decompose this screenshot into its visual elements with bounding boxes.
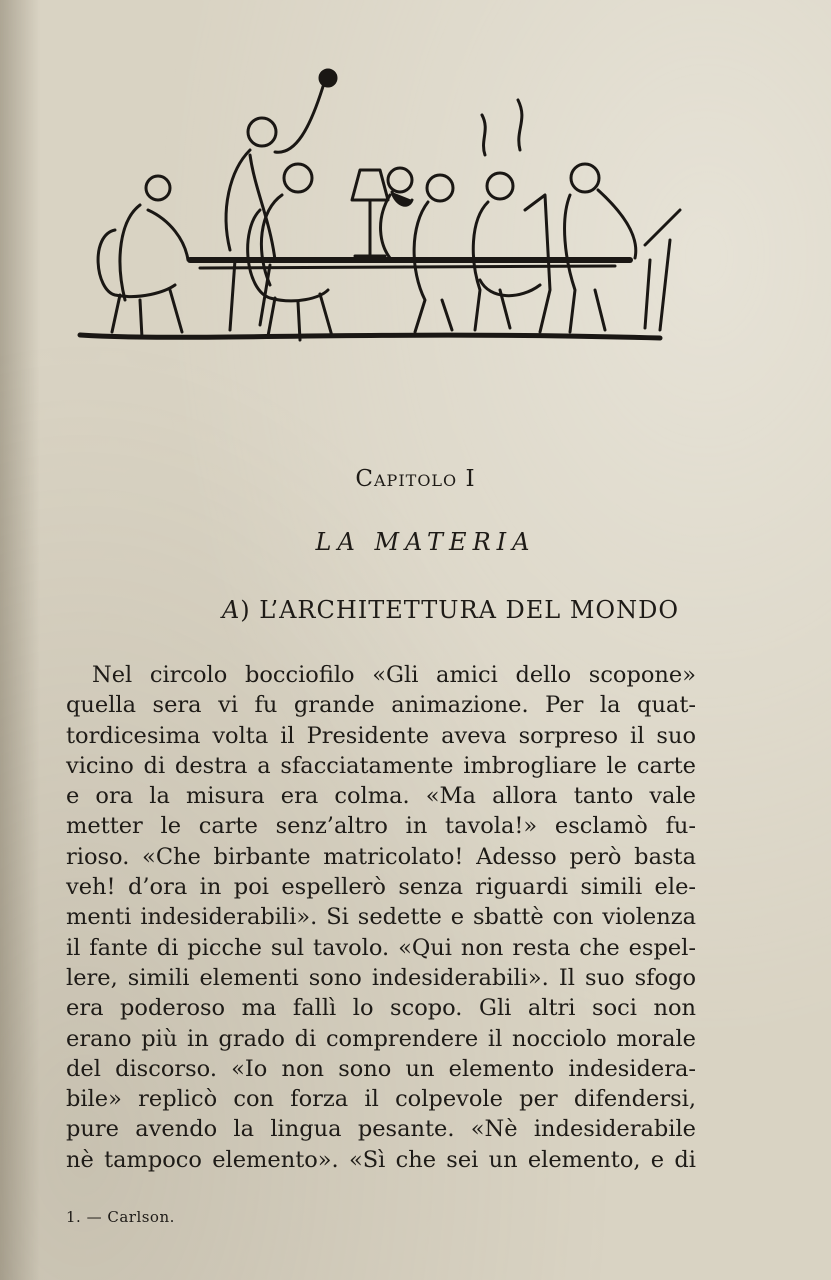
text-line: Nel circolo bocciofilo «Gli amici dello scopone» [92,662,696,688]
text-line: menti indesiderabili». Si sedette e sbattè con violenza [66,904,696,931]
text-line: tordicesima volta il Presidente aveva sorpreso il suo [66,722,696,749]
text-line: pure avendo la lingua pesante. «Nè indesiderabile [66,1116,696,1143]
text-line: lere, simili elementi sono indesiderabili». Il suo sfogo [66,964,696,991]
card-players-sketch-icon [70,60,700,370]
section-letter: A [221,596,241,624]
text-line: il fante di picche sul tavolo. «Qui non resta che espel- [66,934,696,961]
text-line: quella sera vi fu grande animazione. Per la quat- [66,692,696,719]
text-line: rioso. «Che birbante matricolato! Adesso però basta [66,843,696,870]
text-line: nè tampoco elemento». «Sì che sei un elemento, e di [66,1146,696,1173]
section-title: ) L’ARCHITETTURA DEL MONDO [240,596,680,624]
text-line: erano più in grado di comprendere il nocciolo morale [66,1025,696,1052]
text-line: era poderoso ma fallì lo scopo. Gli altri soci non [66,995,696,1022]
text-line: metter le carte senz’altro in tavola!» esclamò fu- [66,813,696,840]
chapter-title: LA MATERIA [315,528,536,556]
section-heading [35,596,831,624]
text-line: vicino di destra a sfacciatamente imbrogliare le carte [66,752,696,779]
text-line: bile» replicò con forza il colpevole per difendersi, [66,1086,696,1113]
footer-signature: 1. — Carlson. [66,1208,175,1226]
chapter-label: Capitolo I [355,466,476,492]
body-paragraph [66,660,696,1175]
text-line: e ora la misura era colma. «Ma allora tanto vale [66,783,696,810]
card-players-illustration [70,60,700,370]
text-line: del discorso. «Io non sono un elemento indesidera- [66,1055,696,1082]
text-line: veh! d’ora in poi espellerò senza riguardi simili ele- [66,874,696,901]
